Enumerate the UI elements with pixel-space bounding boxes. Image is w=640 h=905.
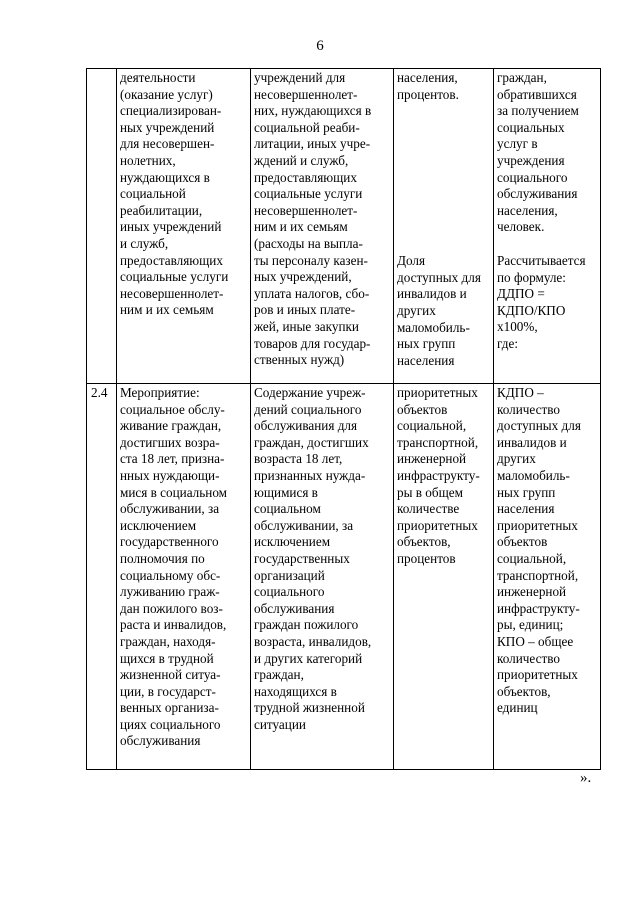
indicator-cell: приоритетных объектов социальной, транспортной, инженерной инфраструкту- ры в общем количестве приоритетных объектов, процентов	[394, 384, 494, 770]
row-number-cell: 2.4	[87, 384, 117, 770]
formula-text-top: граждан, обратившихся за получением социальных услуг в учреждения социального обслуживания населения, человек.	[497, 70, 579, 235]
formula-cell: КДПО – количество доступных для инвалидов и других маломобиль- ных групп населения приоритетных объектов социальной, транспортной, инженерной инфраструкту- ры, единиц; КПО – общее количество приоритетных объектов, единиц	[494, 384, 601, 770]
content-cell: учреждений для несовершеннолет- них, нуждающихся в социальной реаби- литации, иных учре- ждений и служб, предоставляющих социальные услуги несовершеннолет- ним и их семьям (расходы на выпла- ты персоналу казен- ных учреждений, уплата налогов, сбо- ров и иных плате- жей, иные закупки товаров для государ- ственных нужд)	[251, 69, 394, 384]
formula-text-bottom: Рассчитывается по формуле: ДДПО = КДПО/КПО х100%, где:	[497, 252, 586, 351]
closing-quote-mark: ».	[580, 770, 592, 786]
table-row	[87, 384, 601, 770]
row-number-cell	[87, 69, 117, 384]
page-number: 6	[316, 38, 324, 54]
indicator-cell	[394, 69, 494, 384]
program-table	[86, 68, 601, 770]
formula-cell	[494, 69, 601, 384]
table-row	[87, 69, 601, 384]
activity-cell: деятельности (оказание услуг) специализирован- ных учреждений для несовершен- нолетних, нуждающихся в социальной реабилитации, иных учреждений и служб, предоставляющих социальные услуги несовершеннолет- ним и их семьям	[117, 69, 251, 384]
indicator-text-top: населения, процентов.	[397, 70, 459, 102]
indicator-text-bottom: Доля доступных для инвалидов и других маломобиль- ных групп населения	[397, 253, 481, 368]
activity-cell: Мероприятие: социальное обслу- живание граждан, достигших возра- ста 18 лет, призна- нных нуждающи- мися в социальном обслуживании, за исключением государственного полномочия по социальному обс- луживанию граж- дан пожилого воз- раста и инвалидов, граждан, находя- щихся в трудной жизненной ситуа- ции, в государст- венных организа- циях социального обслуживания	[117, 384, 251, 770]
content-cell: Содержание учреж- дений социального обслуживания для граждан, достигших возраста 18 лет, признанных нужда- ющимися в социальном обслуживании, за исключением государственных организаций социального обслуживания граждан пожилого возраста, инвалидов, и других категорий граждан, находящихся в трудной жизненной ситуации	[251, 384, 394, 770]
